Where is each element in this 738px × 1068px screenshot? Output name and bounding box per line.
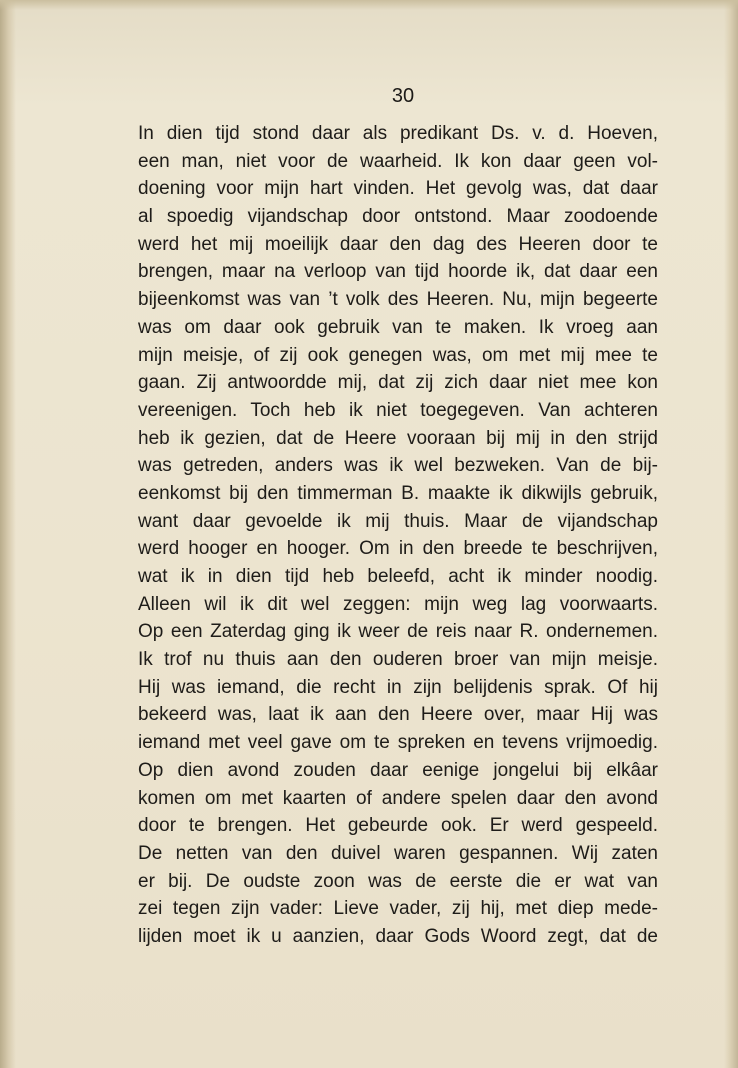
text-line: er bij. De oudste zoon was de eerste die er wat van [138, 870, 658, 892]
text-line: iemand met veel gave om te spreken en tevens vrijmoedig. [138, 732, 658, 754]
text-line: lijden moet ik u aanzien, daar Gods Woord zegt, dat de [138, 925, 658, 947]
page-edge-right [724, 0, 738, 1068]
text-line: al spoedig vijandschap door ontstond. Maar zoodoende [138, 206, 658, 228]
text-line: want daar gevoelde ik mij thuis. Maar de vijandschap [138, 510, 658, 532]
text-line: zei tegen zijn vader: Lieve vader, zij hij, met diep mede- [138, 898, 658, 920]
body-text [138, 120, 658, 951]
text-line: door te brengen. Het gebeurde ook. Er werd gespeeld. [138, 815, 658, 837]
text-line: was getreden, anders was ik wel bezweken. Van de bij- [138, 455, 658, 477]
page-edge-left [0, 0, 16, 1068]
text-line: In dien tijd stond daar als predikant Ds. v. d. Hoeven, [138, 123, 658, 144]
text-line: De netten van den duivel waren gespannen. Wij zaten [138, 842, 658, 864]
text-line: was om daar ook gebruik van te maken. Ik vroeg aan [138, 316, 658, 338]
text-line: vereenigen. Toch heb ik niet toegegeven. Van achteren [138, 399, 658, 421]
page-number: 30 [391, 85, 415, 107]
text-line: doening voor mijn hart vinden. Het gevolg was, dat daar [138, 178, 658, 200]
text-line: werd hooger en hooger. Om in den breede te beschrijven, [138, 538, 658, 560]
text-line: brengen, maar na verloop van tijd hoorde ik, dat daar een [138, 261, 658, 283]
text-line: heb ik gezien, dat de Heere vooraan bij mij in den strijd [138, 427, 658, 449]
text-line: Alleen wil ik dit wel zeggen: mijn weg lag voorwaarts. [138, 593, 658, 615]
text-line: Op een Zaterdag ging ik weer de reis naar R. ondernemen. [138, 621, 658, 643]
text-line: gaan. Zij antwoordde mij, dat zij zich daar niet mee kon [138, 372, 658, 394]
text-line: bijeenkomst was van ’t volk des Heeren. Nu, mijn begeerte [138, 289, 658, 311]
text-line: wat ik in dien tijd heb beleefd, acht ik minder noodig. [138, 566, 658, 587]
text-line: Hij was iemand, die recht in zijn belijdenis sprak. Of hij [138, 676, 658, 698]
text-line: werd het mij moeilijk daar den dag des Heeren door te [138, 233, 658, 255]
text-line: bekeerd was, laat ik aan den Heere over, maar Hij was [138, 704, 658, 726]
text-line: een man, niet voor de waarheid. Ik kon daar geen vol- [138, 150, 658, 172]
text-line: komen om met kaarten of andere spelen daar den avond [138, 787, 658, 809]
text-line: mijn meisje, of zij ook genegen was, om met mij mee te [138, 344, 658, 366]
page-edge-top [0, 0, 738, 10]
text-line: Ik trof nu thuis aan den ouderen broer van mijn meisje. [138, 649, 658, 671]
text-line: eenkomst bij den timmerman B. maakte ik dikwijls gebruik, [138, 482, 658, 504]
text-line: Op dien avond zouden daar eenige jongelui bij elkâar [138, 759, 658, 781]
